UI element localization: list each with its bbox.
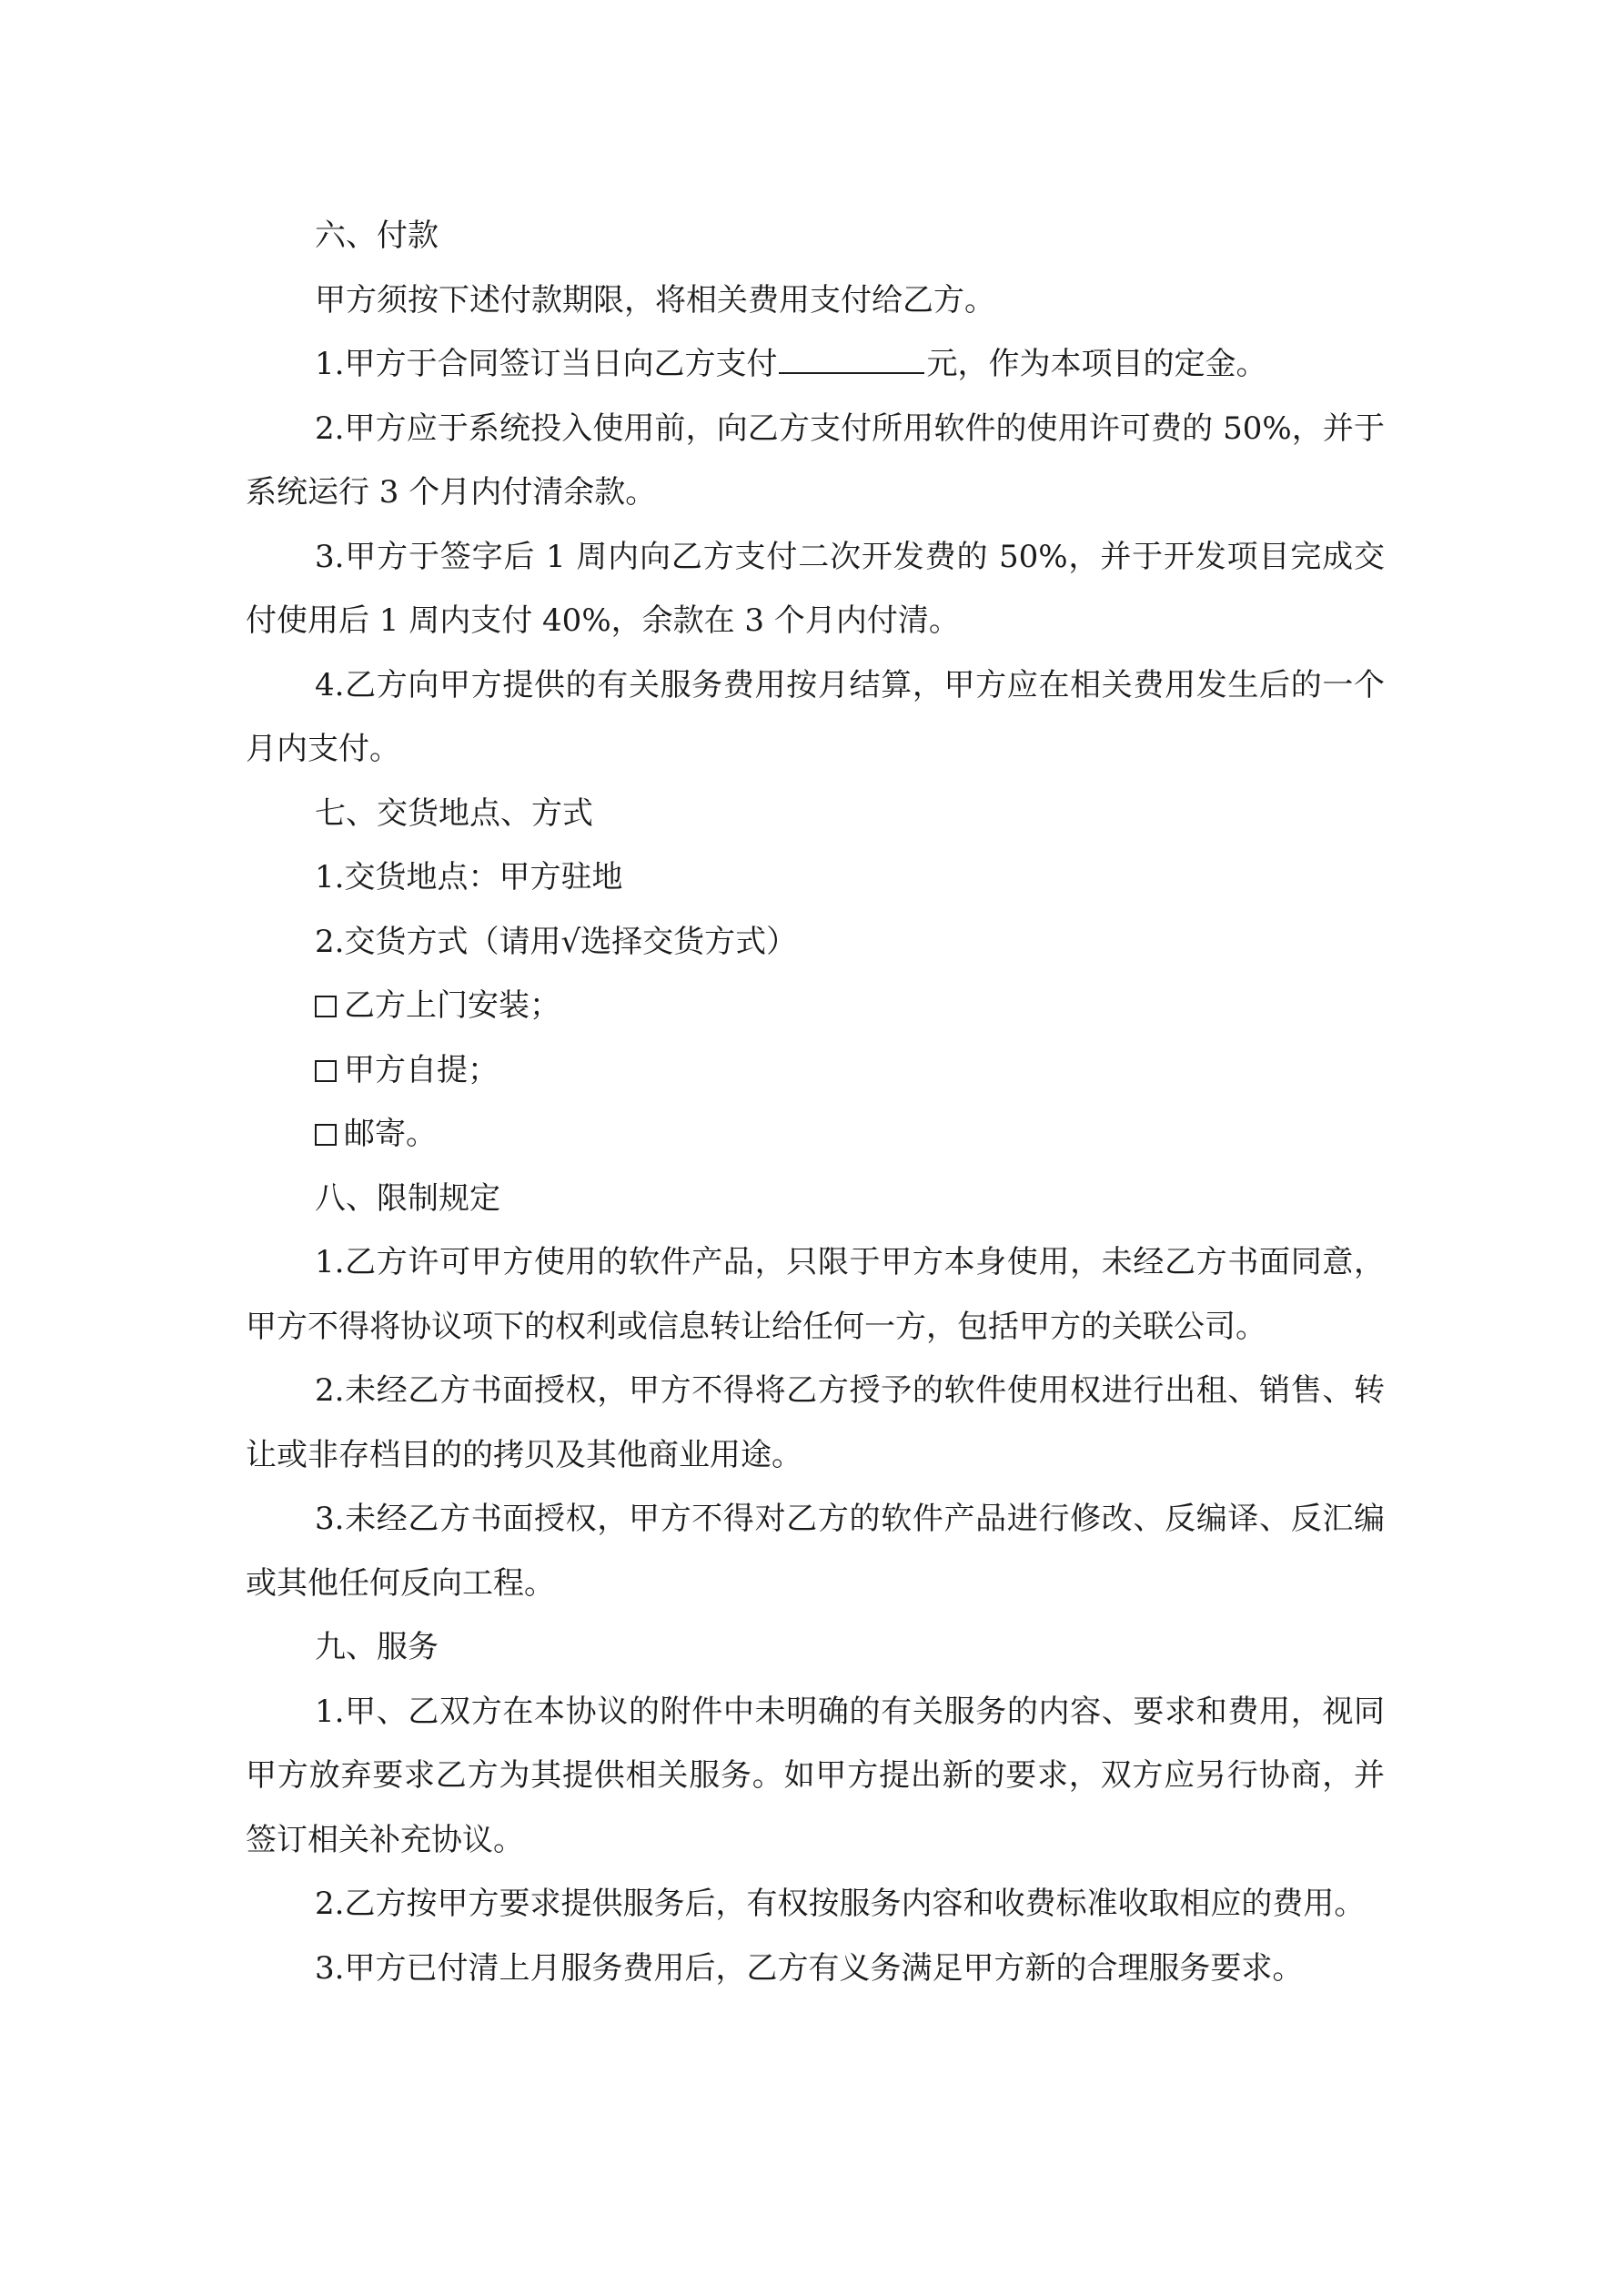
delivery-option-label: 甲方自提； [344,1051,499,1088]
amount-blank-line [779,345,924,374]
section-9-heading: 九、服务 [315,1629,439,1665]
delivery-option-mail [246,1102,1385,1167]
section-6-item-2: 2.甲方应于系统投入使用前，向乙方支付所用软件的使用许可费的 50%，并于系统运行 3 个月内付清余款。 [246,410,1385,511]
section-6-intro: 甲方须按下述付款期限，将相关费用支付给乙方。 [315,281,995,319]
delivery-option-label: 邮寄。 [344,1116,437,1152]
section-6-item-1-before: 1.甲方于合同签订当日向乙方支付 [315,346,778,382]
section-8-item-2: 2.未经乙方书面授权，甲方不得将乙方授予的软件使用权进行出租、销售、转让或非存档目的的拷贝及其他商业用途。 [246,1372,1385,1473]
section-9-item-1: 1.甲、乙双方在本协议的附件中未明确的有关服务的内容、要求和费用，视同甲方放弃要求乙方为其提供相关服务。如甲方提出新的要求，双方应另行协商，并签订相关补充协议。 [246,1693,1385,1858]
section-6-item-1 [246,332,1385,397]
section-9-item-3: 3.甲方已付清上月服务费用后，乙方有义务满足甲方新的合理服务要求。 [315,1949,1304,1987]
section-7-item-2: 2.交货方式（请用√选择交货方式） [315,923,798,960]
section-7-heading: 七、交货地点、方式 [315,794,593,832]
document-body [246,204,1385,2000]
section-8-item-1: 1.乙方许可甲方使用的软件产品，只限于甲方本身使用，未经乙方书面同意，甲方不得将协议项下的权利或信息转让给任何一方，包括甲方的关联公司。 [246,1244,1385,1345]
section-8-heading: 八、限制规定 [315,1179,500,1217]
section-9-item-2: 2.乙方按甲方要求提供服务后，有权按服务内容和收费标准收取相应的费用。 [315,1886,1366,1922]
delivery-option-label: 乙方上门安装； [344,987,560,1024]
delivery-option-pickup [246,1038,1385,1103]
checkbox-icon[interactable] [315,1060,337,1082]
section-6-item-3: 3.甲方于签字后 1 周内向乙方支付二次开发费的 50%，并于开发项目完成交付使用后 1 周内支付 40%，余款在 3 个月内付清。 [246,538,1385,639]
section-6-item-4: 4.乙方向甲方提供的有关服务费用按月结算，甲方应在相关费用发生后的一个月内支付。 [246,666,1385,767]
section-6-heading: 六、付款 [315,217,439,254]
section-6-item-1-after: 元，作为本项目的定金。 [926,346,1267,382]
checkbox-icon[interactable] [315,1124,337,1146]
section-7-item-1: 1.交货地点：甲方驻地 [315,859,623,895]
section-8-item-3: 3.未经乙方书面授权，甲方不得对乙方的软件产品进行修改、反编译、反汇编或其他任何反向工程。 [246,1501,1385,1602]
checkbox-icon[interactable] [315,996,337,1017]
delivery-option-onsite [246,974,1385,1038]
